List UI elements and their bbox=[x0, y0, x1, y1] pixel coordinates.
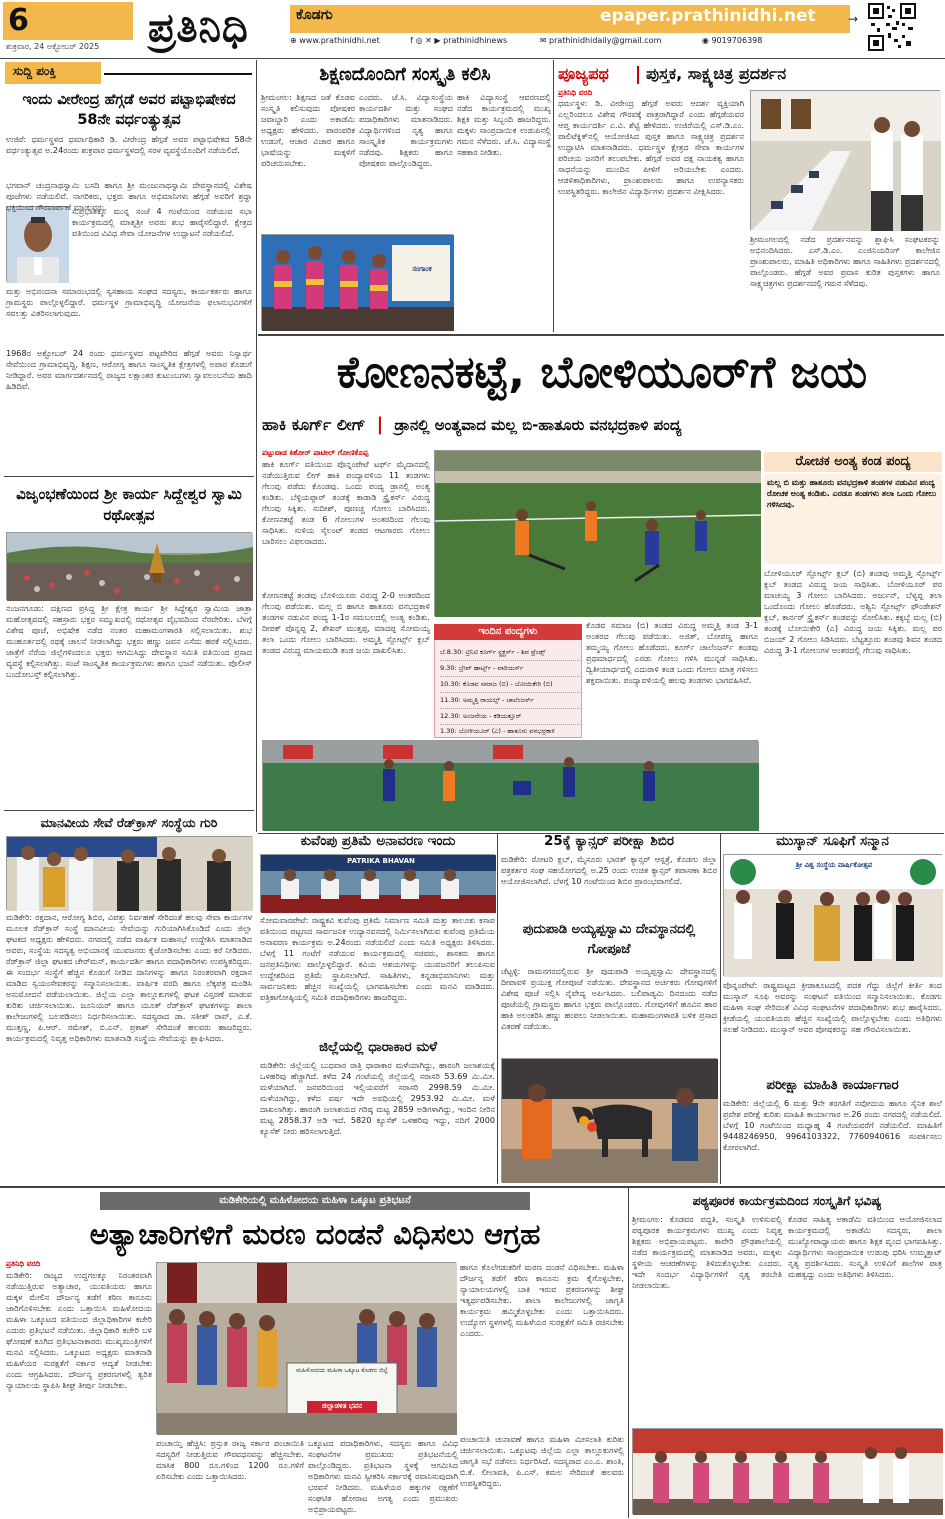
photo-kuvempu-press bbox=[260, 854, 495, 912]
body-protest-2: ಹಾಗೂ ಕೊಲೆಗಡುಕರಿಗೆ ಮರಣ ದಂಡನೆ ವಿಧಿಸಬೇಕು. ಮಹಿಳಾ ದೌರ್ಜನ್ಯ ತಡೆಗೆ ಕಠಿಣ ಕಾನೂನು ಕ್ರಮ ಕೈಗೊಳ್ಳಬೇಕು, ನ್ಯಾಯಾಲಯಗಳಲ್ಲಿ ಬಾಕಿ ಇರುವ ಪ್ರಕರಣಗಳನ್ನು ಶೀಘ್ರ ಇತ್ಯರ್ಥಪಡಿಸಬೇಕು. ಶಾಲಾ ಕಾಲೇಜುಗಳಲ್ಲಿ ಜಾಗೃತಿ ಕಾರ್ಯಕ್ರಮ ಹಮ್ಮಿಕೊಳ್ಳಬೇಕು ಎಂದು ಒತ್ತಾಯಿಸಿದರು. ಉದ್ಯೋಗ ಸ್ಥಳಗಳಲ್ಲಿ ಮಹಿಳೆಯರ ಸುರಕ್ಷತೆಗೆ ಸಮಿತಿ ರಚಿಸಬೇಕು ಎಂದರು. bbox=[460, 1262, 624, 1338]
body-hockey-1: ಹಾಕಿ ಕೂರ್ಗ್ ವತಿಯಿಂದ ಪೊನ್ನಂಪೇಟೆ ಟರ್ಫ್ ಮೈದಾನದಲ್ಲಿ ನಡೆಯುತ್ತಿರುವ ಲೀಗ್ ಹಾಕಿ ಪಂದ್ಯಾವಳಿಯ 11 ತಂಡಗಳು ಗೆಲುವು ಪಡೆದು ಕೊಂಡವು. ಒಂದು ಪಂದ್ಯ ಡ್ರಾನಲ್ಲಿ ಅಂತ್ಯ ಕಂಡಿತು. ಬೆಳ್ಳಿಯಪ್ಪಾರ್ ತಂಡಕ್ಕೆ ಕಾಡಾಡಿ ಸ್ಟ್ರೈಕರ್ಸ್ ವಿರುದ್ಧ ಗೆಲುವು ಸಿಕ್ಕಿತು. ಸುದೀಶ್, ಪೂಣಚ್ಚ ಗೋಲು ಬಾರಿಸಿದರು. ಕೋಣನಕಟ್ಟೆ ತಂಡ 6 ಗೋಲುಗಳ ಅಂತರದಿಂದ ಗೆಲುವು ಸಾಧಿಸಿತು. ಸುಳಿಯ ಸೈಲಂಟ್ ತಂಡದ ಆಟಗಾರರು ಗೋಲು ಬಾರಿಸಲು ವಿಫಲರಾದರು. bbox=[262, 459, 430, 546]
byline-hockey: ಪಟ್ಟುವಾಡ ಕಿಶೋರ್ ಪಾಟೀಲ್ ಗೋಣಿಕೊಪ್ಪ bbox=[262, 448, 369, 457]
body-redcross: ಮಡಿಕೇರಿ: ರಕ್ತದಾನ, ಆರೋಗ್ಯ ಶಿಬಿರ, ವಿಪತ್ತು ನಿರ್ವಹಣೆ ಸೇರಿದಂತೆ ಹಲವು ಸೇವಾ ಕಾರ್ಯಗಳ ಮೂಲಕ ರೆಡ್‌ಕ್ರಾಸ್ ಸಂಸ್ಥೆ ಮಾನವೀಯ ಸೇವೆಯನ್ನು ಗುರಿಯಾಗಿಸಿಕೊಂಡಿದೆ ಎಂದು ಜಿಲ್ಲಾ ಘಟಕದ ಅಧ್ಯಕ್ಷರು ಹೇಳಿದರು. ನಗರದಲ್ಲಿ ನಡೆದ ವಾರ್ಷಿಕ ಮಹಾಸಭೆ ಉದ್ದೇಶಿಸಿ ಮಾತನಾಡಿದ ಅವರು, ಸಂಸ್ಥೆಯ ಸದಸ್ಯತ್ವ ಅಭಿಯಾನಕ್ಕೆ ಯುವಜನರು ಕೈಜೋಡಿಸಬೇಕು ಎಂದು ಕರೆ ನೀಡಿದರು. ರೆಡ್‌ಕ್ರಾಸ್ ಜಿಲ್ಲಾ ಘಟಕದ ಚೇರ್‌ಮನ್, ಕಾರ್ಯದರ್ಶಿ ಹಾಗೂ ಪದಾಧಿಕಾರಿಗಳು ಉಪಸ್ಥಿತರಿದ್ದರು. ಈ ಸಂದರ್ಭ ಸಂಸ್ಥೆಗೆ ಹೆಚ್ಚಿನ ಕೊಡುಗೆ ನೀಡಿದ ದಾನಿಗಳನ್ನು ಹಾಗೂ ನಿರಂತರವಾಗಿ ರಕ್ತದಾನ ಮಾಡಿದ ಸ್ವಯಂಸೇವಕರನ್ನು ಸನ್ಮಾನಿಸಲಾಯಿತು. ವಾರ್ಷಿಕ ವರದಿ ಹಾಗೂ ಲೆಕ್ಕಪತ್ರ ಮಂಡಿಸಿ ಅನುಮೋದನೆ ಪಡೆಯಲಾಯಿತು. ಜಿಲ್ಲೆಯ ಎಲ್ಲಾ ತಾಲ್ಲೂಕುಗಳಲ್ಲಿ ಘಟಕ ವಿಸ್ತರಣೆ ಮಾಡುವ ಕುರಿತು ಚರ್ಚಿಸಲಾಯಿತು. ಜೂನಿಯರ್ ಹಾಗೂ ಯೂತ್ ರೆಡ್‌ಕ್ರಾಸ್ ಘಟಕಗಳನ್ನು ಶಾಲಾ ಕಾಲೇಜುಗಳಲ್ಲಿ ಬಲಪಡಿಸಲು ನಿರ್ಧರಿಸಲಾಯಿತು. ಸದಸ್ಯರಾದ ಡಾ. ಸತೀಶ್ ರಾವ್, ಎ.ಕೆ. ಮುತ್ತಣ್ಣ, ಪಿ.ಆರ್. ರಮೇಶ್, ಬಿ.ಎನ್. ಪ್ರಕಾಶ್ ಸೇರಿದಂತೆ ಹಲವರು ಹಾಜರಿದ್ದರು. ಕಾರ್ಯಕ್ರಮದಲ್ಲಿ ನಿವೃತ್ತ ಅಧಿಕಾರಿಗಳು ಮಾತನಾಡಿ ಸಂಸ್ಥೆಯ ಸೇವೆಯನ್ನು ಶ್ಲಾಘಿಸಿದರು. bbox=[6, 912, 252, 1043]
press-banner: PATRIKA BHAVAN bbox=[347, 857, 415, 865]
body-lead: ಉಜಿರೆ: ಧರ್ಮಸ್ಥಳದ ಧರ್ಮಾಧಿಕಾರಿ ಡಿ. ವೀರೇಂದ್ರ ಹೆಗ್ಗಡೆ ಅವರ ಪಟ್ಟಾಭಿಷೇಕದ 58ನೇ ವರ್ಧಂತ್ಯುತ್ಸವ ಅ.24ರಂದು ಶುಕ್ರವಾರ ಧರ್ಮಸ್ಥಳದಲ್ಲಿ ಸರಳ ವ್ಯವಸ್ಥೆಯೊಂದಿಗೆ ನಡೆಯಲಿದೆ. bbox=[6, 134, 252, 155]
photo-exhibition bbox=[750, 90, 940, 230]
headline-kuvempu: ಕುವೆಂಪು ಪ್ರತಿಮೆ ಅನಾವರಣ ಇಂದು bbox=[300, 833, 456, 849]
photo-rathotsava bbox=[6, 532, 252, 600]
photo-hockey-2 bbox=[262, 740, 758, 830]
fixtures-title: ಇಂದಿನ ಪಂದ್ಯಗಳು bbox=[434, 624, 582, 640]
headline-veerendra: ಇಂದು ವೀರೇಂದ್ರ ಹೆಗ್ಗಡೆ ಅವರ ಪಟ್ಟಾಭಿಷೇಕದ 58ನೇ ವರ್ಧಂತ್ಯುತ್ಸವ bbox=[22, 92, 236, 128]
body-veerendra-1: ಭಗವಾನ್ ಚಂದ್ರನಾಥಸ್ವಾಮಿ ಬಸದಿ ಹಾಗೂ ಶ್ರೀ ಮಂಜುನಾಥಸ್ವಾಮಿ ದೇವಸ್ಥಾನದಲ್ಲಿ ವಿಶೇಷ ಪೂಜೆಗಳು ನಡೆಯಲಿವೆ. ನಾಗರಿಕರು, ಭಕ್ತರು ಹಾಗೂ ಅಭಿಮಾನಿಗಳು ಹೆಗ್ಗಡೆ ಅವರಿಗೆ ಶ್ರದ್ಧಾ ಭಕ್ತಿಯಿಂದ ಗೌರವಾರ್ಪಣೆ ಮಾಡುವರು. bbox=[6, 180, 252, 212]
fixture-row: 9.30: ಬ್ರೇವ್ ಹಾರ್ಟ್ಸ್ - ವಾರಿಯರ್ಸ್ bbox=[440, 660, 580, 677]
photo-hockey-1 bbox=[434, 450, 760, 616]
body-kuvempu: ಸೋಮವಾರಪೇಟೆ: ರಾಷ್ಟ್ರಕವಿ ಕುವೆಂಪು ಪ್ರತಿಮೆ ನಿರ್ಮಾಣ ಸಮಿತಿ ಮತ್ತು ತಾಲೂಕು ಕಸಾಪ ವತಿಯಿಂದ ಪಟ್ಟಣದ ಸಾರ್ವಜನಿಕ ಉದ್ಯಾನವನದಲ್ಲಿ ನಿರ್ಮಿಸಲಾಗಿರುವ ಕುವೆಂಪು ಪ್ರತಿಮೆಯ ಅನಾವರಣ ಕಾರ್ಯಕ್ರಮ ಅ.24ರಂದು ನಡೆಯಲಿದೆ ಎಂದು ಸಮಿತಿ ಅಧ್ಯಕ್ಷರು ತಿಳಿಸಿದರು. ಬೆಳಗ್ಗೆ 11 ಗಂಟೆಗೆ ನಡೆಯುವ ಕಾರ್ಯಕ್ರಮದಲ್ಲಿ ಸಚಿವರು, ಶಾಸಕರು ಹಾಗೂ ಜನಪ್ರತಿನಿಧಿಗಳು ಪಾಲ್ಗೊಳ್ಳಲಿದ್ದಾರೆ. ಕವಿಯ ಆಶಯಗಳನ್ನು ಯುವಜನರಿಗೆ ತಲುಪಿಸುವ ಉದ್ದೇಶದಿಂದ ಪ್ರತಿಮೆ ಸ್ಥಾಪಿಸಲಾಗಿದೆ. ಸಾಹಿತಿಗಳು, ಕನ್ನಡಾಭಿಮಾನಿಗಳು ಮತ್ತು ಸಾರ್ವಜನಿಕರು ಹೆಚ್ಚಿನ ಸಂಖ್ಯೆಯಲ್ಲಿ ಭಾಗವಹಿಸಬೇಕು ಎಂದು ಮನವಿ ಮಾಡಿದರು. ಪತ್ರಿಕಾಗೋಷ್ಠಿಯಲ್ಲಿ ಸಮಿತಿ ಪದಾಧಿಕಾರಿಗಳು ಹಾಜರಿದ್ದರು. bbox=[260, 915, 495, 1002]
masthead bbox=[0, 0, 945, 58]
body-hockey-3: ಕೊಡವ ಸಮಾಜ (ಬಿ) ತಂಡದ ವಿರುದ್ಧ ಅಮ್ಮತ್ತಿ ತಂಡ 3-1 ಅಂತರದ ಗೆಲುವು ಪಡೆಯಿತು. ಅಜಿತ್, ಬೋಪಣ್ಣ ಹಾಗೂ ತಮ್ಮಯ್ಯ ಗೋಲು ಹೊಡೆದರು. ಕೂರ್ಗ್ ಚಾಲೆಂಜರ್ಸ್ ತಂಡವು ಪ್ರಥಮಾರ್ಧದಲ್ಲಿ ಎರಡು ಗೋಲು ಗಳಿಸಿ ಮುನ್ನಡೆ ಸಾಧಿಸಿತು. ದ್ವಿತೀಯಾರ್ಧದಲ್ಲಿ ಎದುರಾಳಿ ತಂಡ ಒಂದು ಗೋಲು ಮಾತ್ರ ಗಳಿಸಲು ಶಕ್ತವಾಯಿತು. ಪಂದ್ಯಾವಳಿಯಲ್ಲಿ ಹಲವು ತಂಡಗಳು ಭಾಗವಹಿಸಿವೆ. bbox=[586, 620, 758, 685]
side-body-hockey: ಬೋಳಿಯೂರ್ ಸ್ಪೋರ್ಟ್ಸ್ ಕ್ಲಬ್ (ಬಿ) ತಂಡವು ಅಮ್ಮತ್ತಿ ಸ್ಪೋರ್ಟ್ಸ್ ಕ್ಲಬ್ ತಂಡದ ವಿರುದ್ಧ ಜಯ ಸಾಧಿಸಿತು. ಬೋಳಿಯೂರ್ ಪರ ಮಾಚಯ್ಯ 3 ಗೋಲು ಬಾರಿಸಿದರು. ಅರ್ಜುನ್, ಬೆಳ್ಯಪ್ಪ ತಲಾ ಒಂದೊಂದು ಗೋಲು ಹೊಡೆದರು. ಅಶ್ವಿನಿ ಸ್ಪೋರ್ಟ್ಸ್ ಫೌಂಡೇಶನ್ ಕ್ಲಬ್, ಕಾರ್ನರ್ ಸ್ಟ್ರೈಕರ್ಸ್ ತಂಡವನ್ನು ಸೋಲಿಸಿತು. ಕಕ್ಕಬ್ಬೆ ಮಲ್ಲ (ಬಿ) ತಂಡಕ್ಕೆ ಬೋಯಿಕೇರಿ (ಎ) ವಿರುದ್ಧ ಜಯ ಸಿಕ್ಕಿತು. ಮಲ್ಲ ಪರ ಬಿಜಯ್ 2 ಗೋಲು ಸಿಡಿಸಿದರು. ಬೆಟ್ಟತ್ತೂರು ತಂಡವು ಶಿವನ ತಂಡದ ವಿರುದ್ಧ 3-1 ಗೋಲುಗಳ ಅಂತರದಲ್ಲಿ ಗೆಲುವು ಸಾಧಿಸಿತು. bbox=[764, 568, 942, 655]
body-cancer: ಮಡಿಕೇರಿ: ರೋಟರಿ ಕ್ಲಬ್, ಮೈಸೂರು ಭಾರತ್ ಕ್ಯಾನ್ಸರ್ ಆಸ್ಪತ್ರೆ, ಕೊಡಗು ಜಿಲ್ಲಾ ಪತ್ರಕರ್ತರ ಸಂಘ ಸಹಯೋಗದಲ್ಲಿ ಅ.25 ರಂದು ಉಚಿತ ಕ್ಯಾನ್ಸರ್ ತಪಾಸಣಾ ಶಿಬಿರ ಆಯೋಜಿಸಲಾಗಿದೆ. ಬೆಳಗ್ಗೆ 10 ಗಂಟೆಯಿಂದ ಶಿಬಿರ ಪ್ರಾರಂಭವಾಗಲಿದೆ. bbox=[501, 854, 717, 886]
fixture-row: 10.30: ಕೊಡವ ಸಮಾಜ (ಬಿ) - ಬೋಯಿಕೇರಿ (ಬಿ) bbox=[440, 676, 580, 693]
headline-cancer: 25ಕ್ಕೆ ಕ್ಯಾನ್ಸರ್ ಪರೀಕ್ಷಾ ಶಿಬಿರ bbox=[543, 833, 675, 849]
fixture-row: ಬೆ.8.30: ಟ್ರಿನಿಟಿ ಕೂರ್ಗ್ ಸ್ಟ್ರಕ್ಚರ್ಸ್ - ಶಿವ ಫ್ರೆಂಡ್ಸ್ bbox=[440, 644, 580, 661]
photo-dancers bbox=[261, 234, 453, 330]
headline-pariksha: ಪರೀಕ್ಷಾ ಮಾಹಿತಿ ಕಾರ್ಯಾಗಾರ bbox=[766, 1077, 899, 1093]
edition-name: ಕೊಡಗು bbox=[296, 7, 333, 23]
headline-protest: ಅತ್ಯಾಚಾರಿಗಳಿಗೆ ಮರಣ ದಂಡನೆ ವಿಧಿಸಲು ಆಗ್ರಹ bbox=[89, 1217, 541, 1251]
body-patha-2: ಕೊಡವ ಸಾಹಿತ್ಯ ಅಕಾಡೆಮಿ ವತಿಯಿಂದ ಆಯೋಜಿಸಲಾದ ಕಾರ್ಯಕ್ರಮದಲ್ಲಿ ಅಕಾಡೆಮಿ ಸದಸ್ಯರು, ಶಾಲಾ ಮುಖ್ಯೋಪಾಧ್ಯಾಯರು ಹಾಗೂ ಶಿಕ್ಷಕ ವೃಂದ ಭಾಗವಹಿಸಿತ್ತು. ವಿದ್ಯಾರ್ಥಿಗಳು ಸಾಂಪ್ರದಾಯಿಕ ಉಡುಪು ಧರಿಸಿ ಉಮ್ಮತ್ತಾಟ್ ನೃತ್ಯ ಪ್ರದರ್ಶಿಸಿದರು. ಸಂಸ್ಕೃತಿ ಉಳಿವಿಗೆ ಶಾಲೆಗಳ ಪಾತ್ರ ಮಹತ್ವದ್ದು ಎಂದು ಅತಿಥಿಗಳು ತಿಳಿಸಿದರು. bbox=[788, 1214, 942, 1279]
social-handle[interactable]: prathinidhinews bbox=[443, 36, 508, 45]
body-muskan: ಪೊನ್ನಂಪೇಟೆ: ರಾಷ್ಟ್ರಮಟ್ಟದ ಕ್ರೀಡಾಕೂಟದಲ್ಲಿ ಪದಕ ಗೆದ್ದು ಜಿಲ್ಲೆಗೆ ಕೀರ್ತಿ ತಂದ ಮುಸ್ಕಾನ್ ಸೂಫಿ ಅವರನ್ನು ಸಂಘಟನೆ ವತಿಯಿಂದ ಸನ್ಮಾನಿಸಲಾಯಿತು. ಕೊಡಗು ಮಹಿಳಾ ಸಂಘ ಸೇರಿದಂತೆ ವಿವಿಧ ಸಂಘಟನೆಗಳ ಪದಾಧಿಕಾರಿಗಳು ಶುಭ ಹಾರೈಸಿದರು. ಕ್ರೀಡೆಯಲ್ಲಿ ಯುವತಿಯರು ಹೆಚ್ಚಿನ ಸಂಖ್ಯೆಯಲ್ಲಿ ಪಾಲ್ಗೊಳ್ಳಬೇಕು ಎಂದು ಅತಿಥಿಗಳು ಸಲಹೆ ನೀಡಿದರು. ಮುಸ್ಕಾನ್ ಅವರ ಪೋಷಕರನ್ನು ಸಹ ಗೌರವಿಸಲಾಯಿತು. bbox=[723, 980, 942, 1034]
photo-muskan bbox=[723, 854, 942, 976]
globe-icon: ⊕ bbox=[290, 36, 297, 45]
kicker-protest: ಮಡಿಕೇರಿಯಲ್ಲಿ ಮಹಿಳೋದಯ ಮಹಿಳಾ ಒಕ್ಕೂಟ ಪ್ರತಿಭಟನೆ bbox=[219, 1195, 411, 1206]
qr-code[interactable] bbox=[868, 3, 916, 51]
body-shikshana-1: ಶ್ರೀಮಂಗಲ: ಶಿಕ್ಷಣದ ಜತೆ ಕೊಡವ ಸಂಸ್ಕೃತಿ ಕಲಿಸುವುದು ಪೋಷಕರ ಜವಾಬ್ದಾರಿ ಎಂದು ಅಕಾಡೆಮಿ ಅಧ್ಯಕ್ಷರು ಹೇಳಿದರು. ಪಾರಂಪರಿಕ ಉಡುಗೆ, ಆಚಾರ ವಿಚಾರ ಹಾಗೂ ಭಾಷೆಯನ್ನು ಮಕ್ಕಳಿಗೆ ಪರಿಚಯಿಸಬೇಕು. bbox=[261, 92, 355, 168]
photo-protest bbox=[156, 1262, 456, 1434]
epaper-url[interactable]: epaper.prathinidhi.net bbox=[600, 6, 816, 26]
fixture-row: 1.30: ಬೋಳಿಯೂರ್ (ಎ) - ಹಾತೂರು ವನಭದ್ರಕಾಳಿ bbox=[440, 727, 555, 735]
arrow-icon: → bbox=[848, 12, 859, 26]
caption-protest: ಪಂಚಾಯ್ತಿ ಹೆಚ್ಚಿಸಿ: ಪ್ರಸ್ತುತ ರಾಜ್ಯ ಸರ್ಕಾರ ಪಂಚಾಯಿತಿ ಸದಸ್ಯರಿಗೆ ನೀಡುತ್ತಿರುವ ಗೌರವಧನವನ್ನು ಹೆಚ್ಚಿಸಬೇಕು. ಮಾಸಿಕ 800 ರೂ.ಗಳಿಂದ 1200 ರೂ.ಗಳಿಗೆ ಏರಿಸಬೇಕು ಎಂದು ಒತ್ತಾಯಿಸಿದರು. bbox=[156, 1438, 304, 1481]
page-number: 6 bbox=[8, 3, 29, 38]
body-veerendra-4: 1968ರ ಅಕ್ಟೋಬರ್ 24 ರಂದು ಧರ್ಮಸ್ಥಳದ ಪಟ್ಟವೇರಿದ ಹೆಗ್ಗಡೆ ಅವರು ನಿಸ್ವಾರ್ಥ ಸೇವೆಯಿಂದ ಗ್ರಾಮಾಭಿವೃದ್ಧಿ, ಶಿಕ್ಷಣ, ಆರೋಗ್ಯ ಹಾಗೂ ಸಾಂಸ್ಕೃತಿಕ ಕ್ಷೇತ್ರಗಳಲ್ಲಿ ಅಪಾರ ಕೊಡುಗೆ ನೀಡಿದ್ದಾರೆ. ಅವರ ಮಾರ್ಗದರ್ಶನದಲ್ಲಿ ರಾಜ್ಯದ ಲಕ್ಷಾಂತರ ಕುಟುಂಬಗಳು ಸ್ವಾವಲಂಬನೆಯ ಹಾದಿ ಹಿಡಿದಿವೆ. bbox=[6, 348, 252, 391]
subhead-hockey: ಡ್ರಾನಲ್ಲಿ ಅಂತ್ಯವಾದ ಮಲ್ಲ ಬಿ-ಹಾತೂರು ವನಭದ್ರಕಾಳಿ ಪಂದ್ಯ bbox=[394, 416, 682, 434]
headline-redcross: ಮಾನವೀಯ ಸೇವೆ ರೆಡ್‌ಕ್ರಾಸ್ ಸಂಸ್ಥೆಯ ಗುರಿ bbox=[40, 815, 218, 830]
kicker-divider bbox=[637, 66, 639, 84]
header-rule bbox=[104, 73, 252, 75]
body-veerendra-3: ಮತ್ತು ಅಭಿನಂದನಾ ಸಮಾರಂಭದಲ್ಲಿ ಸ್ವಸಹಾಯ ಸಂಘದ ಸದಸ್ಯರು, ಕಾರ್ಯಕರ್ತರು ಹಾಗೂ ಗ್ರಾಮಸ್ಥರು ಪಾಲ್ಗೊಳ್ಳಲಿದ್ದಾರೆ. ಧರ್ಮಸ್ಥಳ ಗ್ರಾಮಾಭಿವೃದ್ಧಿ ಯೋಜನೆಯ ಫಲಾನುಭವಿಗಳಿಗೆ ಸವಲತ್ತು ವಿತರಿಸಲಾಗುವುದು. bbox=[6, 286, 252, 318]
photo-portrait bbox=[6, 206, 68, 282]
protest-sign: ಜಿಲ್ಲಾಡಳಿತ ಭವನ bbox=[321, 1402, 363, 1410]
byline-protest: ಪ್ರತಿನಿಧಿ ವರದಿ bbox=[6, 1259, 41, 1268]
body-shikshana-3: ಹಾಕಿ ವಿದ್ಯಾಸಂಸ್ಥೆ ಆವರಣದಲ್ಲಿ ನಡೆದ ಕಾರ್ಯಕ್ರಮದಲ್ಲಿ ಮುಖ್ಯ ಶಿಕ್ಷಕಿ ಮತ್ತು ಸಿಬ್ಬಂದಿ ಹಾಜರಿದ್ದರು. ಮಕ್ಕಳು ಸಾಂಪ್ರದಾಯಿಕ ಉಡುಪಿನಲ್ಲಿ ಗಮನ ಸೆಳೆದರು. ಜೆ.ಸಿ. ವಿದ್ಯಾಸಂಸ್ಥೆ ಸಹಕಾರ ನೀಡಿತು. bbox=[457, 92, 551, 157]
body-pujyapatha-1: ಧರ್ಮಸ್ಥಳ: ಡಿ. ವೀರೇಂದ್ರ ಹೆಗ್ಗಡೆ ಅವರು ಆದರ್ಶ ವ್ಯಕ್ತಿಯಾಗಿ ಎಲ್ಲರಿಂದಲೂ ವಿಶೇಷ ಗೌರವಕ್ಕೆ ಪಾತ್ರರಾಗಿದ್ದಾರೆ ಎಂದು ಹೆಗ್ಗಡೆಯವರ ಆಪ್ತ ಕಾರ್ಯದರ್ಶಿ ಎ.ವಿ. ಶೆಟ್ಟಿ ಹೇಳಿದರು. ಉಜಿರೆಯಲ್ಲಿ ಎಸ್.ಡಿ.ಎಂ. ಪಾಲಿಟೆಕ್ನಿಕ್‌ನಲ್ಲಿ ಆಯೋಜಿಸಿದ ಪುಸ್ತಕ ಹಾಗೂ ಸಾಕ್ಷ್ಯಚಿತ್ರ ಪ್ರದರ್ಶನ ಉದ್ಘಾಟಿಸಿ ಮಾತನಾಡಿದರು. ಧರ್ಮಸ್ಥಳ ಕ್ಷೇತ್ರದ ಸೇವಾ ಕಾರ್ಯಗಳ ಪರಿಚಯ ಜನರಿಗೆ ತಲುಪಬೇಕು. ಹೆಗ್ಗಡೆ ಅವರ ದಕ್ಷ ನಾಯಕತ್ವ ಹಾಗೂ ಸಾಧನೆಯನ್ನು ಮುಂದಿನ ಪೀಳಿಗೆ ಅರಿಯಬೇಕು ಎಂದರು. ಆಡಳಿತಾಧಿಕಾರಿಗಳು, ಪ್ರಾಂಶುಪಾಲರು ಹಾಗೂ ಉಪನ್ಯಾಸಕರು ಉಪಸ್ಥಿತರಿದ್ದರು. ಕಾಲೇಜಿನ ವಿದ್ಯಾರ್ಥಿಗಳು ಪ್ರದರ್ಶನ ವೀಕ್ಷಿಸಿದರು. bbox=[558, 98, 744, 196]
body-puduppadi: ಚೆಟ್ಟಳ್ಳಿ: ರಾಮನಗರದಲ್ಲಿರುವ ಶ್ರೀ ಪುದುಪಾಡಿ ಅಯ್ಯಪ್ಪಸ್ವಾಮಿ ದೇವಸ್ಥಾನದಲ್ಲಿ ದೀಪಾವಳಿ ಪ್ರಯುಕ್ತ ಗೋಪೂಜೆ ನಡೆಯಿತು. ದೇವಸ್ಥಾನದ ಅರ್ಚಕರು ಗೋವುಗಳಿಗೆ ವಿಶೇಷ ಪೂಜೆ ಸಲ್ಲಿಸಿ ನೈವೇದ್ಯ ಅರ್ಪಿಸಿದರು. ಬಲಿಪಾಡ್ಯಮಿ ದಿನದಂದು ನಡೆದ ಪೂಜೆಯಲ್ಲಿ ಗ್ರಾಮಸ್ಥರು ಹಾಗೂ ಭಕ್ತರು ಪಾಲ್ಗೊಂಡರು. ಗೋವುಗಳಿಗೆ ಹೂವಿನ ಹಾರ ಹಾಕಿ ಅಲಂಕರಿಸಿ ಹಣ್ಣು ಹಂಪಲು ನೀಡಲಾಯಿತು. ಮಹಾಮಂಗಳಾರತಿ ಬಳಿಕ ಪ್ರಸಾದ ವಿತರಣೆ ನಡೆಯಿತು. bbox=[501, 966, 717, 1031]
side-headline-hockey: ರೋಚಕ ಅಂತ್ಯ ಕಂಡ ಪಂದ್ಯ bbox=[764, 452, 942, 472]
kicker-pujyapatha: ಪೂಜ್ಯಪಥ bbox=[558, 64, 609, 83]
headline-pujyapatha: ಪುಸ್ತಕ, ಸಾಕ್ಷ್ಯಚಿತ್ರ ಪ್ರದರ್ಶನ bbox=[646, 64, 787, 83]
body-rathotsava: ನಂಜನಗೂಡು: ದಕ್ಷಿಣದ ಪ್ರಸಿದ್ಧ ಶ್ರೀ ಕ್ಷೇತ್ರ ಕಾರ್ಯ ಶ್ರೀ ಸಿದ್ದೇಶ್ವರ ಸ್ವಾಮಿಯ ಜಾತ್ರಾ ಮಹೋತ್ಸವದಲ್ಲಿ ಸಹಸ್ರಾರು ಭಕ್ತರ ಸಮ್ಮುಖದಲ್ಲಿ ರಥೋತ್ಸವ ವೈಭವದಿಂದ ನೆರವೇರಿತು. ಬೆಳಗ್ಗೆ ವಿಶೇಷ ಪೂಜೆ, ಅಭಿಷೇಕ ನಡೆದ ನಂತರ ಮಹಾಮಂಗಳಾರತಿ ಸಲ್ಲಿಸಲಾಯಿತು. ಶುಭ ಮುಹೂರ್ತದಲ್ಲಿ ರಥಕ್ಕೆ ಚಾಲನೆ ನೀಡಲಾಗಿದ್ದು ಭಕ್ತರು ಹಣ್ಣು ಜವನ ಎಸೆದು ಹರಕೆ ಸಲ್ಲಿಸಿದರು. ಜಾತ್ರೆಗೆ ನೆರೆಯ ಜಿಲ್ಲೆಗಳಿಂದಲೂ ಭಕ್ತರು ಆಗಮಿಸಿದ್ದು ದೇವಸ್ಥಾನ ಸಮಿತಿ ವತಿಯಿಂದ ಪ್ರಸಾದ ವ್ಯವಸ್ಥೆ ಕಲ್ಪಿಸಲಾಗಿತ್ತು. ಸಂಜೆ ಸಾಂಸ್ಕೃತಿಕ ಕಾರ್ಯಕ್ರಮಗಳು ಹಾಗೂ ಭಜನೆ ನಡೆಯಿತು. ಪೊಲೀಸ್ ಬಂದೋಬಸ್ತ್ ಕಲ್ಪಿಸಲಾಗಿತ್ತು. bbox=[6, 603, 252, 679]
email-link[interactable]: prathinidhidaily@gmail.com bbox=[548, 36, 662, 45]
fixture-row: 11.30: ಅಮ್ಮತ್ತಿ ರಾಯಲ್ಸ್ - ಚಾಲೆಂಜರ್ಸ್ bbox=[440, 692, 580, 709]
byline-pujyapatha: ಪ್ರತಿನಿಧಿ ವರದಿ bbox=[558, 88, 593, 97]
headline-patha: ಪಠ್ಯಪೂರಕ ಕಾರ್ಯಕ್ರಮದಿಂದ ಸಂಸ್ಕೃತಿಗೆ ಭವಿಷ್ಯ bbox=[692, 1193, 882, 1208]
kicker-hockey: ಹಾಕಿ ಕೂರ್ಗ್ ಲೀಗ್ bbox=[262, 415, 366, 434]
protest-placard: ಮಹಿಳೋದಯ ಮಹಿಳಾ ಒಕ್ಕೂಟ ಕೊಡಗು ಜಿಲ್ಲೆ bbox=[296, 1367, 388, 1374]
hockey-subhead-row: ಹಾಕಿ ಕೂರ್ಗ್ ಲೀಗ್ | ಡ್ರಾನಲ್ಲಿ ಅಂತ್ಯವಾದ ಮಲ್ಲ ಬಿ-ಹಾತೂರು ವನಭದ್ರಕಾಳಿ ಪಂದ್ಯ bbox=[262, 414, 682, 435]
issue-date: ಶುಕ್ರವಾರ, 24 ಅಕ್ಟೋಬರ್ 2025 bbox=[6, 42, 100, 51]
body-male: ಮಡಿಕೇರಿ: ಜಿಲ್ಲೆಯಲ್ಲಿ ಬುಧವಾರ ರಾತ್ರಿ ಧಾರಾಕಾರ ಮಳೆಯಾಗಿದ್ದು, ಹಾರಂಗಿ ಜಲಾಶಯಕ್ಕೆ ಒಳಹರಿವು ಹೆಚ್ಚಾಗಿದೆ. ಕಳೆದ 24 ಗಂಟೆಯಲ್ಲಿ ಜಿಲ್ಲೆಯಲ್ಲಿ ಸರಾಸರಿ 53.69 ಮಿ.ಮೀ. ಮಳೆಯಾಗಿದೆ. ಜನವರಿಯಿಂದ ಇಲ್ಲಿಯವರೆಗೆ ಸರಾಸರಿ 2998.59 ಮಿ.ಮೀ. ಮಳೆಯಾಗಿದ್ದು, ಕಳೆದ ವರ್ಷ ಇದೇ ಅವಧಿಯಲ್ಲಿ 2953.92 ಮಿ.ಮೀ. ಮಳೆ ದಾಖಲಾಗಿತ್ತು. ಹಾರಂಗಿ ಜಲಾಶಯದ ಗರಿಷ್ಠ ಮಟ್ಟ 2859 ಅಡಿಗಳಾಗಿದ್ದು, ಇಂದಿನ ನೀರಿನ ಮಟ್ಟ 2858.37 ಅಡಿ ಇದೆ. 5820 ಕ್ಯೂಸೆಕ್ ಒಳಹರಿವು ಇದ್ದು, ನದಿಗೆ 2000 ಕ್ಯೂಸೆಕ್ ನೀರು ಹರಿಸಲಾಗುತ್ತಿದೆ. bbox=[260, 1060, 495, 1136]
fixture-row: 12.30: ಅಂಜನೇಯ - ಕಡಿಯತ್ತೂರ್ bbox=[440, 708, 580, 725]
mail-icon: ✉ bbox=[539, 36, 547, 45]
headline-rathotsava: ವಿಜೃಂಭಣೆಯಿಂದ ಶ್ರೀ ಕಾರ್ಯ ಸಿದ್ದೇಶ್ವರ ಸ್ವಾಮಿ ರಥೋತ್ಸವ bbox=[16, 485, 242, 524]
website-link[interactable]: www.prathinidhi.net bbox=[299, 36, 380, 45]
photo-patha-dancers bbox=[632, 1428, 942, 1514]
body-patha-1: ಶ್ರೀಮಂಗಲ: ಕೊಡವರ ಪದ್ಧತಿ, ಸಂಸ್ಕೃತಿ ಉಳಿಸುವಲ್ಲಿ ಪಠ್ಯಪೂರಕ ಕಾರ್ಯಕ್ರಮಗಳು ಮುಖ್ಯ ಎಂದು ನಿವೃತ್ತ ಶಿಕ್ಷಕರು ಅಭಿಪ್ರಾಯಪಟ್ಟರು. ಕಾವೇರಿ ಪ್ರೌಢಶಾಲೆಯಲ್ಲಿ ನಡೆದ ಕಾರ್ಯಕ್ರಮದಲ್ಲಿ ಮಾತನಾಡಿದ ಅವರು, ಮಕ್ಕಳು ಸ್ಥಳೀಯ ಆಚರಣೆಗಳನ್ನು ತಿಳಿದುಕೊಳ್ಳಬೇಕು ಎಂದರು. ಇದೇ ಸಂದರ್ಭ ವಿದ್ಯಾರ್ಥಿಗಳಿಗೆ ನೃತ್ಯ ತರಬೇತಿ ನೀಡಲಾಯಿತು. bbox=[632, 1214, 782, 1290]
paper-name: ಪ್ರತಿನಿಧಿ bbox=[148, 5, 249, 51]
body-pariksha: ಮಡಿಕೇರಿ: ಜಿಲ್ಲೆಯಲ್ಲಿ 6 ಮತ್ತು 9ನೇ ತರಗತಿಗೆ ನವೋದಯ ಹಾಗೂ ಸೈನಿಕ ಶಾಲೆ ಪ್ರವೇಶ ಪರೀಕ್ಷೆ ಕುರಿತು ಮಾಹಿತಿ ಕಾರ್ಯಾಗಾರ ಅ.26 ರಂದು ನಗರದಲ್ಲಿ ನಡೆಯಲಿದೆ. ಬೆಳಗ್ಗೆ 10 ಗಂಟೆಯಿಂದ ಮಧ್ಯಾಹ್ನ 4 ಗಂಟೆಯವರೆಗೆ ನಡೆಯಲಿದೆ. ಮಾಹಿತಿಗೆ 9448246950, 9964103322, 7760940616 ಸಂಪರ್ಕಿಸಲು ಕೋರಲಾಗಿದೆ. bbox=[723, 1098, 942, 1152]
side-lead-hockey: ಮಲ್ಲ ಬಿ ಮತ್ತು ಹಾತೂರು ವನಭದ್ರಕಾಳಿ ತಂಡಗಳ ನಡುವಿನ ಪಂದ್ಯ ರೋಚಕ ಅಂತ್ಯ ಕಂಡಿತು. ಎರಡೂ ತಂಡಗಳು ತಲಾ ಒಂದು ಗೋಲು ಗಳಿಸಿದವು. bbox=[764, 474, 942, 564]
body-pujyapatha-2: ಶ್ರೀಮಂಗಲದಲ್ಲಿ ನಡೆದ ಪ್ರದರ್ಶನವನ್ನು ಶ್ಲಾಘಿಸಿ ಸಂಘಟಕರನ್ನು ಅಭಿನಂದಿಸಿದರು. ಎಸ್.ಡಿ.ಎಂ. ಎಂಜಿನಿಯರಿಂಗ್ ಕಾಲೇಜಿನ ಪ್ರಾಂಶುಪಾಲರು, ಮಾಹಿತಿ ಅಧಿಕಾರಿಗಳು ಹಾಗೂ ಸಾಹಿತಿಗಳು ಪ್ರದರ್ಶನದಲ್ಲಿ ಪಾಲ್ಗೊಂಡರು. ಹೆಗ್ಗಡೆ ಅವರ ಪ್ರವಾಸ ಕುರಿತ ಪುಸ್ತಕಗಳು ಹಾಗೂ ಸಾಕ್ಷ್ಯಚಿತ್ರಗಳು ಪ್ರದರ್ಶನದಲ್ಲಿ ಗಮನ ಸೆಳೆದವು. bbox=[750, 234, 940, 288]
contact-bar bbox=[290, 36, 860, 50]
section-tag: ಸುದ್ದಿ ಪಂಕ್ತಿ bbox=[13, 64, 56, 78]
body-veerendra-2: ಸುಪ್ರಭಾತಕ್ಕೂ ಮುನ್ನ ಸಂಜೆ 4 ಗಂಟೆಯಿಂದ ನಡೆಯುವ ಸಭಾ ಕಾರ್ಯಕ್ರಮದಲ್ಲಿ ಮಾತೃಶ್ರೀ ಅವರು ಶುಭ ಹಾರೈಸಲಿದ್ದಾರೆ. ಕ್ಷೇತ್ರದ ವತಿಯಿಂದ ವಿವಿಧ ಸೇವಾ ಯೋಜನೆಗಳ ಉದ್ಘಾಟನೆ ನಡೆಯಲಿದೆ. bbox=[72, 206, 252, 238]
body-protest-4: ಪಂಚಾಯಿತಿ ಚುನಾವಣೆ ಹಾಗೂ ಮಹಿಳಾ ಮೀಸಲಾತಿ ಕುರಿತು ಚರ್ಚಿಸಲಾಯಿತು. ಒಕ್ಕೂಟವು ಜಿಲ್ಲೆಯ ಎಲ್ಲಾ ತಾಲ್ಲೂಕುಗಳಲ್ಲಿ ಜಾಗೃತಿ ಸಭೆ ನಡೆಸಲು ನಿರ್ಧರಿಸಿದೆ. ಸದಸ್ಯರಾದ ಎಂ.ಎ. ಶಾಂತಿ, ಬಿ.ಕೆ. ಲೀಲಾವತಿ, ಪಿ.ಎಸ್. ಕಮಲ ಸೇರಿದಂತೆ ಹಲವರು ಉಪಸ್ಥಿತರಿದ್ದರು. bbox=[460, 1434, 624, 1488]
headline-muskan: ಮುಸ್ಕಾನ್ ಸೂಫಿಗೆ ಸನ್ಮಾನ bbox=[776, 833, 889, 849]
body-protest-3: ಒಕ್ಕೂಟದ ಪದಾಧಿಕಾರಿಗಳು, ಸದಸ್ಯರು ಹಾಗೂ ವಿವಿಧ ಸಂಘಟನೆಗಳ ಪ್ರಮುಖರು ಪ್ರತಿಭಟನೆಯಲ್ಲಿ ಪಾಲ್ಗೊಂಡಿದ್ದರು. ಪ್ರತಿಭಟನಾ ಸ್ಥಳಕ್ಕೆ ಆಗಮಿಸಿದ ಅಧಿಕಾರಿಗಳು ಮನವಿ ಸ್ವೀಕರಿಸಿ ಸರ್ಕಾರಕ್ಕೆ ರವಾನಿಸುವುದಾಗಿ ಭರವಸೆ ನೀಡಿದರು. ಮಹಿಳೆಯರ ಹಕ್ಕುಗಳ ರಕ್ಷಣೆಗೆ ಸಂಘಟಿತ ಹೋರಾಟ ಅಗತ್ಯ ಎಂದು ಪ್ರಮುಖರು ಅಭಿಪ್ರಾಯಪಟ್ಟರು. bbox=[308, 1438, 458, 1514]
social-icons: f ◎ ✕ ▶ bbox=[410, 36, 441, 45]
body-shikshana-2: ಎಂದರು. ಜೆ.ಸಿ. ವಿದ್ಯಾಸಂಸ್ಥೆಯ ಕಾರ್ಯದರ್ಶಿ ಮತ್ತು ಸಂಘದ ಪದಾಧಿಕಾರಿಗಳು ಮಾತನಾಡಿದರು. ವಿದ್ಯಾರ್ಥಿಗಳಿಂದ ನೃತ್ಯ ಹಾಗೂ ಸಾಂಸ್ಕೃತಿಕ ಕಾರ್ಯಕ್ರಮಗಳು ನಡೆದವು. ಶಿಕ್ಷಕರು ಹಾಗೂ ಪೋಷಕರು ಪಾಲ್ಗೊಂಡಿದ್ದರು. bbox=[359, 92, 453, 168]
muskan-banner: ಶ್ರೀ ವಿಶ್ವ ಸಂಸ್ಥೆಯ ವಾರ್ಷಿಕೋತ್ಸವ bbox=[795, 861, 873, 869]
headline-puduppadi: ಪುದುಪಾಡಿ ಅಯ್ಯಪ್ಪಸ್ವಾಮಿ ದೇವಸ್ಥಾನದಲ್ಲಿ ಗೋಪೂಜೆ bbox=[522, 922, 696, 957]
headline-hockey: ಕೋಣನಕಟ್ಟೆ, ಬೋಳಿಯೂರ್‌ಗೆ ಜಯ bbox=[336, 347, 868, 398]
body-protest-1: ಮಡಿಕೇರಿ: ರಾಜ್ಯದ ಉದ್ದಗಲಕ್ಕೂ ನಿರಂತರವಾಗಿ ನಡೆಯುತ್ತಿರುವ ಅತ್ಯಾಚಾರ, ಯುವತಿಯರು ಹಾಗೂ ಮಕ್ಕಳ ಮೇಲಿನ ದೌರ್ಜನ್ಯ ತಡೆಗೆ ಕಠಿಣ ಕಾನೂನು ಜಾರಿಗೊಳಿಸಬೇಕು ಎಂದು ಒತ್ತಾಯಿಸಿ ಮಹಿಳೋದಯ ಮಹಿಳಾ ಒಕ್ಕೂಟದ ವತಿಯಿಂದ ಜಿಲ್ಲಾಧಿಕಾರಿಗಳ ಕಚೇರಿ ಎದುರು ಪ್ರತಿಭಟನೆ ನಡೆಯಿತು. ಜಿಲ್ಲಾಧಿಕಾರಿ ಕಚೇರಿ ಬಳಿ ಘೋಷಣೆ ಕೂಗಿದ ಪ್ರತಿಭಟನಾಕಾರರು ಮುಖ್ಯಮಂತ್ರಿಗಳಿಗೆ ಮನವಿ ಸಲ್ಲಿಸಿದರು. ಒಕ್ಕೂಟದ ಅಧ್ಯಕ್ಷರು ಮಾತನಾಡಿ ಮಹಿಳೆಯರ ಸುರಕ್ಷತೆಗೆ ಸರ್ಕಾರ ಆದ್ಯತೆ ನೀಡಬೇಕು ಎಂದು ಆಗ್ರಹಿಸಿದರು. ದೌರ್ಜನ್ಯ ಪ್ರಕರಣಗಳಲ್ಲಿ ತ್ವರಿತ ನ್ಯಾಯಾಲಯ ಸ್ಥಾಪಿಸಿ ಶೀಘ್ರ ತೀರ್ಪು ನೀಡಬೇಕು. bbox=[6, 1270, 152, 1390]
whatsapp-icon: ◉ bbox=[701, 36, 709, 45]
photo-redcross bbox=[6, 836, 252, 910]
phone-number: 9019706398 bbox=[711, 36, 763, 45]
banner-text: ಸಂಗಾಂಕ bbox=[412, 265, 432, 273]
body-hockey-2: ಕೋಣನಕಟ್ಟೆ ತಂಡವು ಬೊಳಿಯೂರು ವಿರುದ್ಧ 2-0 ಅಂತರದಿಂದ ಗೆಲುವು ಪಡೆಯಿತು. ಮಲ್ಲ ಬಿ ಹಾಗೂ ಹಾತೂರು ವನಭದ್ರಕಾಳಿ ತಂಡಗಳ ನಡುವಿನ ಪಂದ್ಯ 1-1ರ ಸಮಬಲದಲ್ಲಿ ಅಂತ್ಯ ಕಂಡಿತು. ದೀಪಕ್ ಪೊನ್ನಪ್ಪ 2, ಶೇಖರ್ ಮುತ್ತಪ್ಪ, ಮಾದಪ್ಪ ಸೋಮಯ್ಯ ತಲಾ ಒಂದು ಗೋಲು ಬಾರಿಸಿದರು. ಅಮ್ಮತ್ತಿ ಸ್ಪೋರ್ಟ್ಸ್ ಕ್ಲಬ್ ತಂಡದ ವಿರುದ್ಧ ಮಾಯಮುಡಿ ತಂಡ ಜಯ ದಾಖಲಿಸಿತು. bbox=[262, 590, 430, 655]
headline-male: ಜಿಲ್ಲೆಯಲ್ಲಿ ಧಾರಾಕಾರ ಮಳೆ bbox=[318, 1039, 438, 1055]
photo-gopooja bbox=[501, 1058, 717, 1182]
headline-shikshana: ಶಿಕ್ಷಣದೊಂದಿಗೆ ಸಂಸ್ಕೃತಿ ಕಲಿಸಿ bbox=[319, 64, 491, 85]
